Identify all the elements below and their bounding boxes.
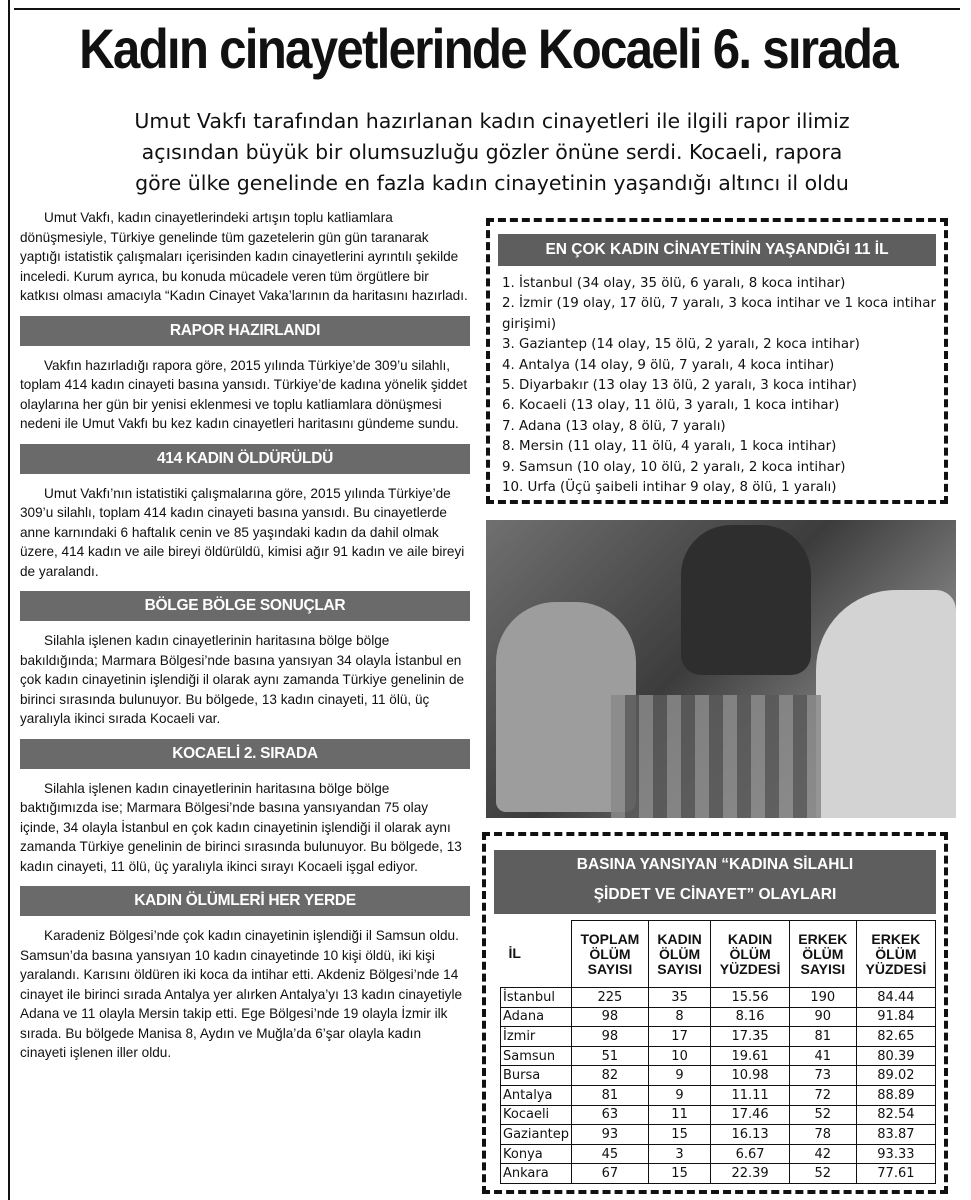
table-cell: 51 xyxy=(572,1046,649,1066)
column-header: KADIN ÖLÜM SAYISI xyxy=(648,921,711,988)
table-cell: 93.33 xyxy=(856,1144,935,1164)
subheadline xyxy=(20,106,964,199)
table-cell: İstanbul xyxy=(501,988,572,1008)
list-item: 8. Mersin (11 olay, 11 ölü, 4 yaralı, 1 koca intihar) xyxy=(502,439,837,455)
table-cell: 83.87 xyxy=(856,1125,935,1145)
table-cell: 93 xyxy=(572,1125,649,1145)
table-cell: 81 xyxy=(789,1027,856,1047)
table-cell: 15 xyxy=(648,1125,711,1145)
table-cell: 82.54 xyxy=(856,1105,935,1125)
table-cell: 82 xyxy=(572,1066,649,1086)
table-cell: Adana xyxy=(501,1007,572,1027)
table-cell: İzmir xyxy=(501,1027,572,1047)
section-heading: BÖLGE BÖLGE SONUÇLAR xyxy=(20,591,470,621)
table-cell: 10 xyxy=(648,1046,711,1066)
table-cell: 88.89 xyxy=(856,1085,935,1105)
table-row xyxy=(501,1066,936,1086)
table-row xyxy=(501,988,936,1008)
photo-pixelated-area xyxy=(611,695,821,818)
table-cell: 84.44 xyxy=(856,988,935,1008)
table-cell: 52 xyxy=(789,1164,856,1184)
table-cell: 16.13 xyxy=(711,1125,790,1145)
table-cell: 17 xyxy=(648,1027,711,1047)
table-cell: 67 xyxy=(572,1164,649,1184)
intro-paragraph: Umut Vakfı, kadın cinayetlerindeki artışın toplu katliamlara dönüşmesiyle, Türkiye genelinde tüm gazetelerin gün gün taranarak yaptığı istatistik çalışmaları içerisinden kadın cinayetlerini ayrıntılı şekilde inceledi. Kurum ayrıca, bu konuda mücadele veren tüm örgütlere bir katkısı olması amacıyla “Kadın Cinayet Vaka’larının da haritasını hazırladı. xyxy=(20,210,468,303)
table-cell: 45 xyxy=(572,1144,649,1164)
stats-table-title xyxy=(494,850,936,914)
column-header: İL xyxy=(508,945,521,962)
table-cell: 41 xyxy=(789,1046,856,1066)
list-item: 2. İzmir (19 olay, 17 ölü, 7 yaralı, 3 koca intihar ve 1 koca intihar girişimi) xyxy=(502,296,936,332)
table-cell: 35 xyxy=(648,988,711,1008)
table-cell: 98 xyxy=(572,1007,649,1027)
section-heading: KADIN ÖLÜMLERİ HER YERDE xyxy=(20,886,470,916)
section-paragraph: Vakfın hazırladığı rapora göre, 2015 yılında Türkiye’de 309’u silahlı, toplam 414 kadın cinayeti basına yansıdı. Türkiye’de kadına yönelik şiddet olaylarına her gün bir yenisi eklenmesi ve toplu katliamlara dönüşmesi nedeni ile Umut Vakfı bu kez kadın cinayetleri haritasını gündeme sundu. xyxy=(20,357,468,431)
table-cell: 63 xyxy=(572,1105,649,1125)
table-cell: 15.56 xyxy=(711,988,790,1008)
list-item: 3. Gaziantep (14 olay, 15 ölü, 2 yaralı, 2 koca intihar) xyxy=(502,337,860,353)
table-cell: Samsun xyxy=(501,1046,572,1066)
table-cell: 80.39 xyxy=(856,1046,935,1066)
table-cell: 8.16 xyxy=(711,1007,790,1027)
list-item: 10. Urfa (Üçü şaibeli intihar 9 olay, 8 ölü, 1 yaralı) xyxy=(502,480,837,496)
table-cell: 90 xyxy=(789,1007,856,1027)
table-cell: 10.98 xyxy=(711,1066,790,1086)
column-header: TOPLAM ÖLÜM SAYISI xyxy=(572,921,649,988)
table-cell: 9 xyxy=(648,1085,711,1105)
article-body xyxy=(20,208,470,1063)
top-provinces-box xyxy=(486,218,948,504)
table-row xyxy=(501,1007,936,1027)
table-cell: Konya xyxy=(501,1144,572,1164)
table-cell: 89.02 xyxy=(856,1066,935,1086)
top-provinces-list xyxy=(502,274,938,498)
stats-title-line: ŞİDDET VE CİNAYET” OLAYLARI xyxy=(593,886,837,903)
table-cell: 22.39 xyxy=(711,1164,790,1184)
headline: Kadın cinayetlerinde Kocaeli 6. sırada xyxy=(79,17,897,80)
list-item: 4. Antalya (14 olay, 9 ölü, 7 yaralı, 4 koca intihar) xyxy=(502,357,835,373)
list-item: 7. Adana (13 olay, 8 ölü, 7 yaralı) xyxy=(502,418,726,434)
section-paragraph: Karadeniz Bölgesi’nde çok kadın cinayetinin işlendiği il Samsun oldu. Samsun’da basına yansıyan 10 kadın cinayetinde 10 kişi öldü, iki kişi yaralandı. Karısını öldüren iki koca da intihar etti. Akdeniz Bölgesi’nde 14 cinayet ile birinci sırada Antalya yer alırken Antalya’yı 13 kadın cinayetiyle Adana ve 11 olayla Mersin takip etti. Ege Bölgesi’nde 19 olayla İzmir ilk sırada. Bu bölgede Manisa 8, Aydın ve Muğla’da 6’şar olayla kadın cinayeti işlenen iller oldu. xyxy=(20,928,463,1060)
table-cell: 6.67 xyxy=(711,1144,790,1164)
photo-figure xyxy=(681,525,811,675)
section-heading: KOCAELİ 2. SIRADA xyxy=(20,739,470,769)
table-cell: 42 xyxy=(789,1144,856,1164)
table-cell: Antalya xyxy=(501,1085,572,1105)
table-cell: 15 xyxy=(648,1164,711,1184)
section-heading: RAPOR HAZIRLANDI xyxy=(20,316,470,346)
column-header: KADIN ÖLÜM YÜZDESİ xyxy=(711,921,790,988)
subhead-line: açısından büyük bir olumsuzluğu gözler önüne serdi. Kocaeli, rapora xyxy=(141,140,843,164)
list-item: 6. Kocaeli (13 olay, 11 ölü, 3 yaralı, 1 koca intihar) xyxy=(502,398,840,414)
page-border-left xyxy=(8,0,10,1200)
table-cell: 77.61 xyxy=(856,1164,935,1184)
table-cell: 82.65 xyxy=(856,1027,935,1047)
table-cell: 9 xyxy=(648,1066,711,1086)
table-cell: 98 xyxy=(572,1027,649,1047)
table-cell: 17.46 xyxy=(711,1105,790,1125)
table-cell: Bursa xyxy=(501,1066,572,1086)
table-cell: Gaziantep xyxy=(501,1125,572,1145)
table-cell: 8 xyxy=(648,1007,711,1027)
table-row xyxy=(501,1046,936,1066)
table-cell: 78 xyxy=(789,1125,856,1145)
table-cell: 17.35 xyxy=(711,1027,790,1047)
table-cell: 225 xyxy=(572,988,649,1008)
table-cell: 11.11 xyxy=(711,1085,790,1105)
section-heading: 414 KADIN ÖLDÜRÜLDÜ xyxy=(20,444,470,474)
table-row xyxy=(501,1164,936,1184)
table-row xyxy=(501,1027,936,1047)
table-row xyxy=(501,1085,936,1105)
list-item: 5. Diyarbakır (13 olay 13 ölü, 2 yaralı, 3 koca intihar) xyxy=(502,378,857,394)
table-cell: 52 xyxy=(789,1105,856,1125)
photo-figure xyxy=(816,590,956,818)
stats-title-line: BASINA YANSIYAN “KADINA SİLAHLI xyxy=(576,856,854,873)
table-cell: 72 xyxy=(789,1085,856,1105)
stats-table xyxy=(500,920,936,1184)
table-cell: 73 xyxy=(789,1066,856,1086)
list-item: 9. Samsun (10 olay, 10 ölü, 2 yaralı, 2 koca intihar) xyxy=(502,459,846,475)
table-cell: 19.61 xyxy=(711,1046,790,1066)
stats-table-box xyxy=(482,832,948,1194)
table-row xyxy=(501,1125,936,1145)
column-header: ERKEK ÖLÜM YÜZDESİ xyxy=(856,921,935,988)
table-cell: 81 xyxy=(572,1085,649,1105)
section-paragraph: Silahla işlenen kadın cinayetlerinin haritasına bölge bölge bakıldığında; Marmara Bölgesi’nde basına yansıyan 34 olayla İstanbul en çok kadın cinayetinin işlendiği il olarak aynı zamanda Türkiye genelinin de birinci sırasında bulunuyor. Bu bölgede, 13 kadın cinayeti, 11 ölü, üç yaralıyla ikinci sırada Kocaeli var. xyxy=(20,633,465,726)
table-cell: 91.84 xyxy=(856,1007,935,1027)
table-cell: 11 xyxy=(648,1105,711,1125)
table-cell: 3 xyxy=(648,1144,711,1164)
top-provinces-title: EN ÇOK KADIN CİNAYETİNİN YAŞANDIĞI 11 İL xyxy=(498,234,936,266)
column-header: ERKEK ÖLÜM SAYISI xyxy=(789,921,856,988)
table-header-row xyxy=(501,921,936,988)
section-paragraph: Umut Vakfı’nın istatistiki çalışmalarına göre, 2015 yılında Türkiye’de 309’u silahlı, toplam 414 kadın cinayeti basına yansıdı. Bu cinayetlerde anne karnındaki 6 haftalık cenin ve 85 yaşındaki kadın da dahil olmak üzere, 414 kadın ve aile bireyi öldürüldü, kimisi ağır 91 kadın ve aile bireyi de yaralandı. xyxy=(20,485,465,579)
table-cell: 190 xyxy=(789,988,856,1008)
table-cell: Kocaeli xyxy=(501,1105,572,1125)
subhead-line: Umut Vakfı tarafından hazırlanan kadın cinayetleri ile ilgili rapor ilimiz xyxy=(134,109,850,133)
subhead-line: göre ülke genelinde en fazla kadın cinayetinin yaşandığı altıncı il oldu xyxy=(135,171,849,195)
list-item: 1. İstanbul (34 olay, 35 ölü, 6 yaralı, 8 koca intihar) xyxy=(502,276,846,291)
table-row xyxy=(501,1144,936,1164)
news-photo xyxy=(486,520,956,818)
table-cell: Ankara xyxy=(501,1164,572,1184)
section-paragraph: Silahla işlenen kadın cinayetlerinin haritasına bölge bölge baktığımızda ise; Marmara Bölgesi’nde basına yansıyandan 75 olay içinde, 34 olayla İstanbul en çok kadın cinayetinin işlendiği il olarak aynı zamanda Türkiye genelinin de birinci sırasında bulunuyor. Bu bölgede, 13 kadın cinayeti, 11 ölü, üç yaralıyla ikinci sırayı Kocaeli işgal ediyor. xyxy=(20,780,462,874)
table-row xyxy=(501,1105,936,1125)
